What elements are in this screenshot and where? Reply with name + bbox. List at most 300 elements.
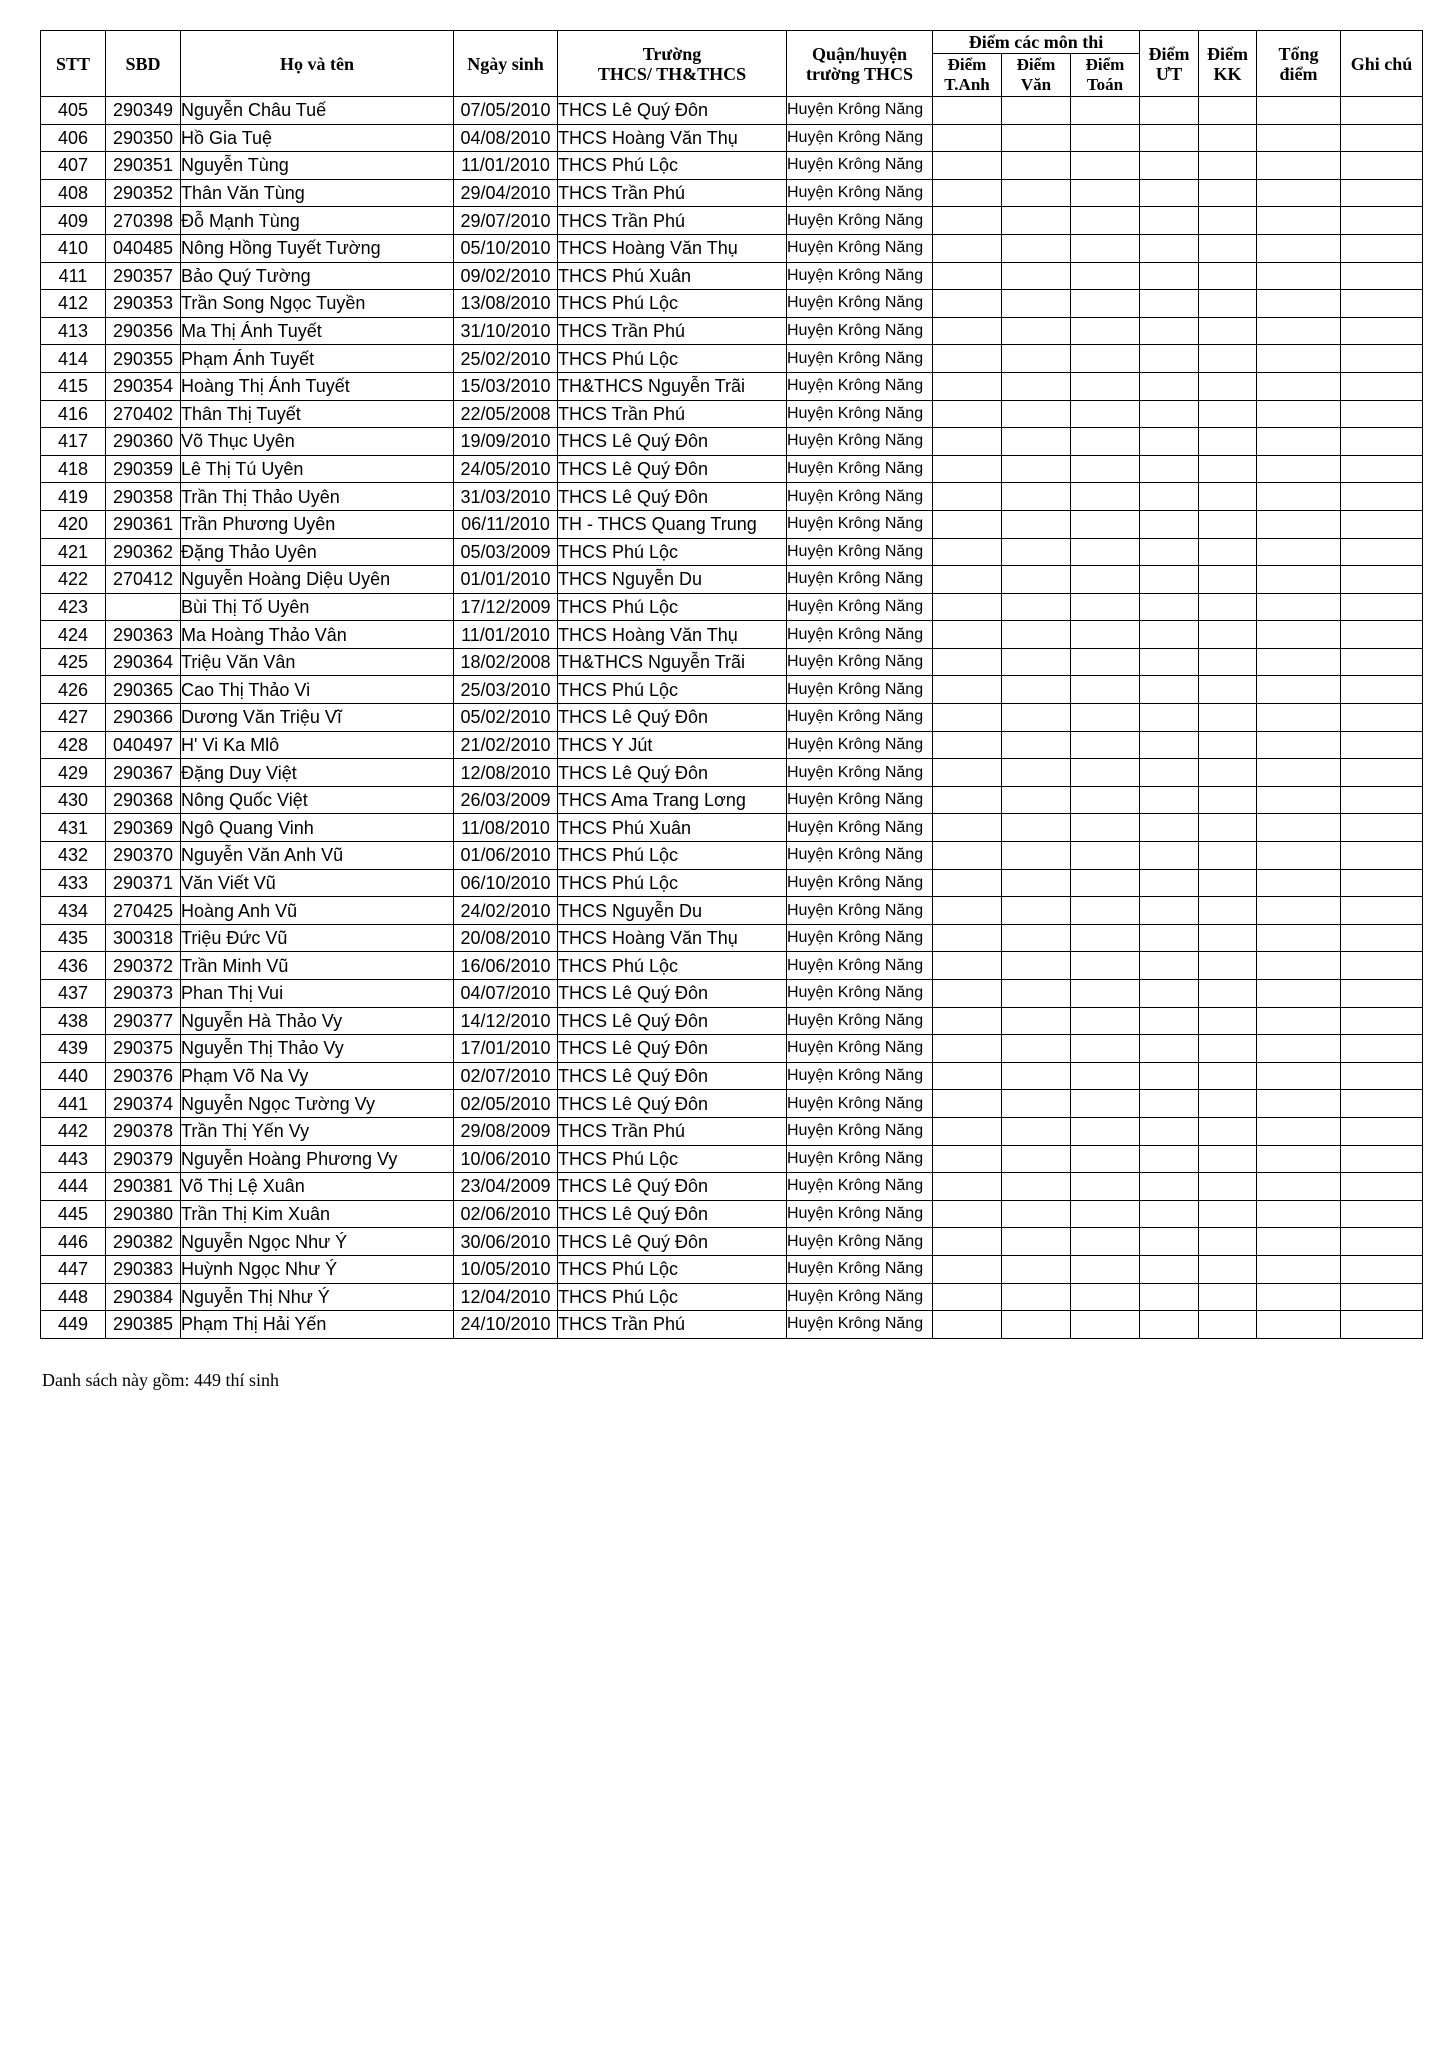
header-school — [558, 31, 787, 97]
cell-note — [1341, 593, 1423, 621]
cell-school: THCS Ama Trang Lơng — [558, 786, 787, 814]
cell-priority — [1140, 621, 1199, 649]
cell-priority — [1140, 759, 1199, 787]
cell-dob: 30/06/2010 — [454, 1228, 558, 1256]
cell-score-math — [1071, 1062, 1140, 1090]
cell-school: THCS Phú Lộc — [558, 345, 787, 373]
cell-district: Huyện Krông Năng — [787, 621, 933, 649]
cell-priority — [1140, 97, 1199, 125]
cell-score-literature — [1002, 428, 1071, 456]
cell-school: THCS Lê Quý Đôn — [558, 980, 787, 1008]
cell-priority — [1140, 262, 1199, 290]
cell-sbd: 290375 — [106, 1035, 181, 1063]
cell-score-literature — [1002, 593, 1071, 621]
cell-note — [1341, 428, 1423, 456]
cell-score-english — [933, 97, 1002, 125]
cell-school: THCS Phú Lộc — [558, 1145, 787, 1173]
cell-school: TH&THCS Nguyễn Trãi — [558, 372, 787, 400]
cell-note — [1341, 869, 1423, 897]
cell-dob: 01/01/2010 — [454, 566, 558, 594]
cell-school: THCS Phú Lộc — [558, 676, 787, 704]
cell-district: Huyện Krông Năng — [787, 814, 933, 842]
cell-total — [1257, 1117, 1341, 1145]
cell-dob: 26/03/2009 — [454, 786, 558, 814]
cell-dob: 23/04/2009 — [454, 1173, 558, 1201]
cell-dob: 06/10/2010 — [454, 869, 558, 897]
cell-school: THCS Lê Quý Đôn — [558, 759, 787, 787]
cell-score-literature — [1002, 538, 1071, 566]
cell-district: Huyện Krông Năng — [787, 731, 933, 759]
cell-sbd: 290384 — [106, 1283, 181, 1311]
cell-score-math — [1071, 345, 1140, 373]
cell-priority — [1140, 814, 1199, 842]
cell-name: Văn Viết Vũ — [181, 869, 454, 897]
cell-district: Huyện Krông Năng — [787, 1145, 933, 1173]
cell-score-literature — [1002, 814, 1071, 842]
cell-sbd: 290350 — [106, 124, 181, 152]
cell-total — [1257, 1200, 1341, 1228]
table-row — [41, 1283, 1423, 1311]
cell-dob: 10/06/2010 — [454, 1145, 558, 1173]
cell-total — [1257, 704, 1341, 732]
cell-bonus — [1199, 676, 1257, 704]
cell-score-math — [1071, 731, 1140, 759]
cell-district: Huyện Krông Năng — [787, 1035, 933, 1063]
cell-stt: 411 — [41, 262, 106, 290]
table-row — [41, 897, 1423, 925]
cell-dob: 02/06/2010 — [454, 1200, 558, 1228]
cell-sbd: 290370 — [106, 842, 181, 870]
cell-name: Võ Thục Uyên — [181, 428, 454, 456]
cell-score-math — [1071, 566, 1140, 594]
cell-score-literature — [1002, 483, 1071, 511]
cell-priority — [1140, 842, 1199, 870]
cell-priority — [1140, 648, 1199, 676]
cell-district: Huyện Krông Năng — [787, 1255, 933, 1283]
cell-total — [1257, 897, 1341, 925]
cell-score-english — [933, 372, 1002, 400]
cell-school: THCS Lê Quý Đôn — [558, 97, 787, 125]
cell-priority — [1140, 1311, 1199, 1339]
table-row — [41, 566, 1423, 594]
cell-bonus — [1199, 262, 1257, 290]
cell-sbd — [106, 593, 181, 621]
cell-school: THCS Lê Quý Đôn — [558, 455, 787, 483]
cell-district: Huyện Krông Năng — [787, 897, 933, 925]
cell-score-english — [933, 621, 1002, 649]
cell-stt: 428 — [41, 731, 106, 759]
cell-bonus — [1199, 593, 1257, 621]
cell-stt: 427 — [41, 704, 106, 732]
cell-total — [1257, 980, 1341, 1008]
cell-district: Huyện Krông Năng — [787, 124, 933, 152]
cell-total — [1257, 510, 1341, 538]
header-total — [1257, 31, 1341, 97]
cell-score-math — [1071, 814, 1140, 842]
header-scores-group: Điểm các môn thi — [933, 31, 1140, 54]
cell-name: Nguyễn Hoàng Phương Vy — [181, 1145, 454, 1173]
cell-stt: 417 — [41, 428, 106, 456]
cell-school: TH - THCS Quang Trung — [558, 510, 787, 538]
cell-dob: 07/05/2010 — [454, 97, 558, 125]
cell-name: Nông Hồng Tuyết Tường — [181, 234, 454, 262]
cell-dob: 12/04/2010 — [454, 1283, 558, 1311]
cell-priority — [1140, 428, 1199, 456]
cell-score-english — [933, 1145, 1002, 1173]
table-row — [41, 952, 1423, 980]
cell-name: Trần Thị Thảo Uyên — [181, 483, 454, 511]
cell-school: THCS Hoàng Văn Thụ — [558, 924, 787, 952]
header-stt: STT — [41, 31, 106, 97]
cell-dob: 19/09/2010 — [454, 428, 558, 456]
cell-score-literature — [1002, 1117, 1071, 1145]
cell-total — [1257, 234, 1341, 262]
cell-note — [1341, 345, 1423, 373]
cell-sbd: 290363 — [106, 621, 181, 649]
cell-score-literature — [1002, 179, 1071, 207]
cell-score-english — [933, 455, 1002, 483]
header-score-english-line1: Điểm — [947, 55, 987, 74]
cell-bonus — [1199, 234, 1257, 262]
cell-stt: 438 — [41, 1007, 106, 1035]
cell-dob: 24/02/2010 — [454, 897, 558, 925]
cell-dob: 31/03/2010 — [454, 483, 558, 511]
cell-stt: 426 — [41, 676, 106, 704]
cell-sbd: 290351 — [106, 152, 181, 180]
cell-priority — [1140, 869, 1199, 897]
cell-note — [1341, 1200, 1423, 1228]
cell-note — [1341, 400, 1423, 428]
cell-name: Nguyễn Châu Tuế — [181, 97, 454, 125]
header-bonus-line1: Điểm — [1207, 43, 1248, 64]
cell-dob: 06/11/2010 — [454, 510, 558, 538]
cell-score-english — [933, 483, 1002, 511]
cell-school: THCS Phú Lộc — [558, 952, 787, 980]
cell-score-literature — [1002, 842, 1071, 870]
table-row — [41, 152, 1423, 180]
cell-note — [1341, 1062, 1423, 1090]
cell-score-math — [1071, 400, 1140, 428]
cell-school: THCS Nguyễn Du — [558, 566, 787, 594]
cell-name: Lê Thị Tú Uyên — [181, 455, 454, 483]
cell-sbd: 290381 — [106, 1173, 181, 1201]
cell-score-literature — [1002, 1200, 1071, 1228]
cell-score-math — [1071, 869, 1140, 897]
cell-score-literature — [1002, 897, 1071, 925]
cell-sbd: 290383 — [106, 1255, 181, 1283]
cell-sbd: 290365 — [106, 676, 181, 704]
cell-total — [1257, 1035, 1341, 1063]
cell-district: Huyện Krông Năng — [787, 1117, 933, 1145]
cell-school: THCS Lê Quý Đôn — [558, 1062, 787, 1090]
cell-stt: 423 — [41, 593, 106, 621]
cell-score-english — [933, 759, 1002, 787]
cell-name: Bùi Thị Tố Uyên — [181, 593, 454, 621]
table-row — [41, 869, 1423, 897]
cell-school: THCS Lê Quý Đôn — [558, 1200, 787, 1228]
cell-score-math — [1071, 952, 1140, 980]
cell-school: THCS Lê Quý Đôn — [558, 1035, 787, 1063]
cell-bonus — [1199, 345, 1257, 373]
cell-sbd: 290385 — [106, 1311, 181, 1339]
header-bonus-line2: KK — [1213, 63, 1242, 84]
cell-priority — [1140, 897, 1199, 925]
cell-school: THCS Trần Phú — [558, 317, 787, 345]
cell-score-math — [1071, 1283, 1140, 1311]
table-row — [41, 538, 1423, 566]
cell-dob: 17/12/2009 — [454, 593, 558, 621]
cell-name: Trần Thị Yến Vy — [181, 1117, 454, 1145]
cell-dob: 29/07/2010 — [454, 207, 558, 235]
cell-bonus — [1199, 207, 1257, 235]
cell-stt: 407 — [41, 152, 106, 180]
cell-score-english — [933, 704, 1002, 732]
cell-priority — [1140, 924, 1199, 952]
table-row — [41, 1255, 1423, 1283]
cell-note — [1341, 980, 1423, 1008]
cell-school: THCS Y Jút — [558, 731, 787, 759]
cell-name: Đặng Thảo Uyên — [181, 538, 454, 566]
cell-stt: 431 — [41, 814, 106, 842]
cell-total — [1257, 869, 1341, 897]
cell-name: Ngô Quang Vinh — [181, 814, 454, 842]
cell-score-literature — [1002, 731, 1071, 759]
cell-stt: 409 — [41, 207, 106, 235]
cell-score-math — [1071, 1145, 1140, 1173]
cell-score-english — [933, 676, 1002, 704]
candidate-table — [40, 30, 1423, 1339]
cell-dob: 11/08/2010 — [454, 814, 558, 842]
cell-dob: 17/01/2010 — [454, 1035, 558, 1063]
cell-priority — [1140, 152, 1199, 180]
cell-priority — [1140, 566, 1199, 594]
cell-school: THCS Phú Xuân — [558, 262, 787, 290]
cell-score-math — [1071, 593, 1140, 621]
cell-district: Huyện Krông Năng — [787, 372, 933, 400]
cell-stt: 446 — [41, 1228, 106, 1256]
cell-total — [1257, 1007, 1341, 1035]
cell-sbd: 290378 — [106, 1117, 181, 1145]
cell-bonus — [1199, 980, 1257, 1008]
cell-sbd: 290353 — [106, 290, 181, 318]
cell-school: THCS Trần Phú — [558, 1117, 787, 1145]
cell-priority — [1140, 1228, 1199, 1256]
cell-district: Huyện Krông Năng — [787, 538, 933, 566]
table-row — [41, 262, 1423, 290]
cell-total — [1257, 124, 1341, 152]
cell-dob: 20/08/2010 — [454, 924, 558, 952]
cell-district: Huyện Krông Năng — [787, 1090, 933, 1118]
cell-score-english — [933, 980, 1002, 1008]
cell-district: Huyện Krông Năng — [787, 593, 933, 621]
cell-bonus — [1199, 317, 1257, 345]
cell-total — [1257, 1228, 1341, 1256]
cell-note — [1341, 648, 1423, 676]
cell-stt: 429 — [41, 759, 106, 787]
cell-note — [1341, 290, 1423, 318]
cell-district: Huyện Krông Năng — [787, 1283, 933, 1311]
table-body — [41, 97, 1423, 1339]
cell-note — [1341, 676, 1423, 704]
cell-score-literature — [1002, 262, 1071, 290]
header-district — [787, 31, 933, 97]
table-row — [41, 483, 1423, 511]
cell-school: THCS Phú Lộc — [558, 869, 787, 897]
cell-school: THCS Lê Quý Đôn — [558, 483, 787, 511]
cell-total — [1257, 345, 1341, 373]
cell-stt: 448 — [41, 1283, 106, 1311]
cell-total — [1257, 538, 1341, 566]
cell-stt: 449 — [41, 1311, 106, 1339]
cell-name: Nguyễn Hoàng Diệu Uyên — [181, 566, 454, 594]
cell-priority — [1140, 1200, 1199, 1228]
cell-note — [1341, 179, 1423, 207]
cell-score-math — [1071, 759, 1140, 787]
cell-sbd: 290369 — [106, 814, 181, 842]
table-row — [41, 731, 1423, 759]
cell-sbd: 290366 — [106, 704, 181, 732]
header-district-line2: trường THCS — [806, 63, 913, 84]
cell-score-math — [1071, 510, 1140, 538]
cell-school: THCS Phú Lộc — [558, 1255, 787, 1283]
cell-stt: 441 — [41, 1090, 106, 1118]
cell-score-english — [933, 566, 1002, 594]
table-row — [41, 510, 1423, 538]
cell-note — [1341, 704, 1423, 732]
cell-bonus — [1199, 1283, 1257, 1311]
header-score-math — [1071, 54, 1140, 97]
table-row — [41, 1200, 1423, 1228]
cell-score-english — [933, 869, 1002, 897]
cell-sbd: 300318 — [106, 924, 181, 952]
cell-score-literature — [1002, 1007, 1071, 1035]
cell-total — [1257, 731, 1341, 759]
cell-school: THCS Phú Lộc — [558, 1283, 787, 1311]
cell-dob: 16/06/2010 — [454, 952, 558, 980]
cell-note — [1341, 372, 1423, 400]
cell-priority — [1140, 1173, 1199, 1201]
cell-score-literature — [1002, 124, 1071, 152]
header-priority-line2: ƯT — [1155, 63, 1183, 84]
cell-priority — [1140, 980, 1199, 1008]
cell-total — [1257, 400, 1341, 428]
cell-score-english — [933, 1062, 1002, 1090]
cell-score-math — [1071, 704, 1140, 732]
cell-score-math — [1071, 1035, 1140, 1063]
cell-note — [1341, 759, 1423, 787]
cell-stt: 434 — [41, 897, 106, 925]
cell-stt: 410 — [41, 234, 106, 262]
header-dob: Ngày sinh — [454, 31, 558, 97]
cell-school: THCS Phú Xuân — [558, 814, 787, 842]
cell-score-literature — [1002, 786, 1071, 814]
header-total-line2: điểm — [1279, 63, 1318, 84]
cell-bonus — [1199, 869, 1257, 897]
cell-score-english — [933, 593, 1002, 621]
cell-school: THCS Phú Lộc — [558, 593, 787, 621]
cell-total — [1257, 621, 1341, 649]
cell-priority — [1140, 676, 1199, 704]
table-row — [41, 428, 1423, 456]
cell-score-math — [1071, 483, 1140, 511]
cell-school: THCS Hoàng Văn Thụ — [558, 124, 787, 152]
cell-district: Huyện Krông Năng — [787, 1311, 933, 1339]
cell-score-english — [933, 124, 1002, 152]
cell-score-math — [1071, 786, 1140, 814]
cell-priority — [1140, 1062, 1199, 1090]
table-row — [41, 924, 1423, 952]
cell-stt: 433 — [41, 869, 106, 897]
cell-score-literature — [1002, 648, 1071, 676]
cell-note — [1341, 234, 1423, 262]
cell-stt: 414 — [41, 345, 106, 373]
cell-stt: 435 — [41, 924, 106, 952]
header-score-literature-line2: Văn — [1020, 75, 1052, 94]
cell-bonus — [1199, 538, 1257, 566]
cell-district: Huyện Krông Năng — [787, 262, 933, 290]
cell-district: Huyện Krông Năng — [787, 1200, 933, 1228]
cell-dob: 11/01/2010 — [454, 621, 558, 649]
table-row — [41, 234, 1423, 262]
cell-priority — [1140, 538, 1199, 566]
cell-score-english — [933, 290, 1002, 318]
cell-score-math — [1071, 621, 1140, 649]
table-row — [41, 621, 1423, 649]
cell-stt: 436 — [41, 952, 106, 980]
cell-score-english — [933, 262, 1002, 290]
cell-bonus — [1199, 1228, 1257, 1256]
cell-total — [1257, 924, 1341, 952]
cell-bonus — [1199, 1200, 1257, 1228]
cell-score-literature — [1002, 952, 1071, 980]
cell-total — [1257, 1255, 1341, 1283]
cell-bonus — [1199, 952, 1257, 980]
cell-sbd: 290380 — [106, 1200, 181, 1228]
cell-school: THCS Trần Phú — [558, 179, 787, 207]
cell-dob: 29/08/2009 — [454, 1117, 558, 1145]
cell-score-literature — [1002, 621, 1071, 649]
cell-dob: 21/02/2010 — [454, 731, 558, 759]
cell-priority — [1140, 234, 1199, 262]
cell-score-math — [1071, 124, 1140, 152]
header-sbd: SBD — [106, 31, 181, 97]
cell-score-math — [1071, 234, 1140, 262]
cell-name: Võ Thị Lệ Xuân — [181, 1173, 454, 1201]
cell-note — [1341, 483, 1423, 511]
cell-bonus — [1199, 1173, 1257, 1201]
table-row — [41, 759, 1423, 787]
header-note: Ghi chú — [1341, 31, 1423, 97]
cell-bonus — [1199, 1035, 1257, 1063]
cell-name: Huỳnh Ngọc Như Ý — [181, 1255, 454, 1283]
cell-dob: 02/05/2010 — [454, 1090, 558, 1118]
cell-score-math — [1071, 1255, 1140, 1283]
cell-score-math — [1071, 179, 1140, 207]
cell-total — [1257, 428, 1341, 456]
cell-score-literature — [1002, 1145, 1071, 1173]
cell-score-math — [1071, 1311, 1140, 1339]
cell-dob: 22/05/2008 — [454, 400, 558, 428]
cell-priority — [1140, 593, 1199, 621]
cell-score-math — [1071, 648, 1140, 676]
cell-school: THCS Lê Quý Đôn — [558, 1173, 787, 1201]
cell-bonus — [1199, 814, 1257, 842]
table-row — [41, 786, 1423, 814]
cell-bonus — [1199, 400, 1257, 428]
table-row — [41, 97, 1423, 125]
cell-score-english — [933, 952, 1002, 980]
cell-name: Nguyễn Ngọc Như Ý — [181, 1228, 454, 1256]
